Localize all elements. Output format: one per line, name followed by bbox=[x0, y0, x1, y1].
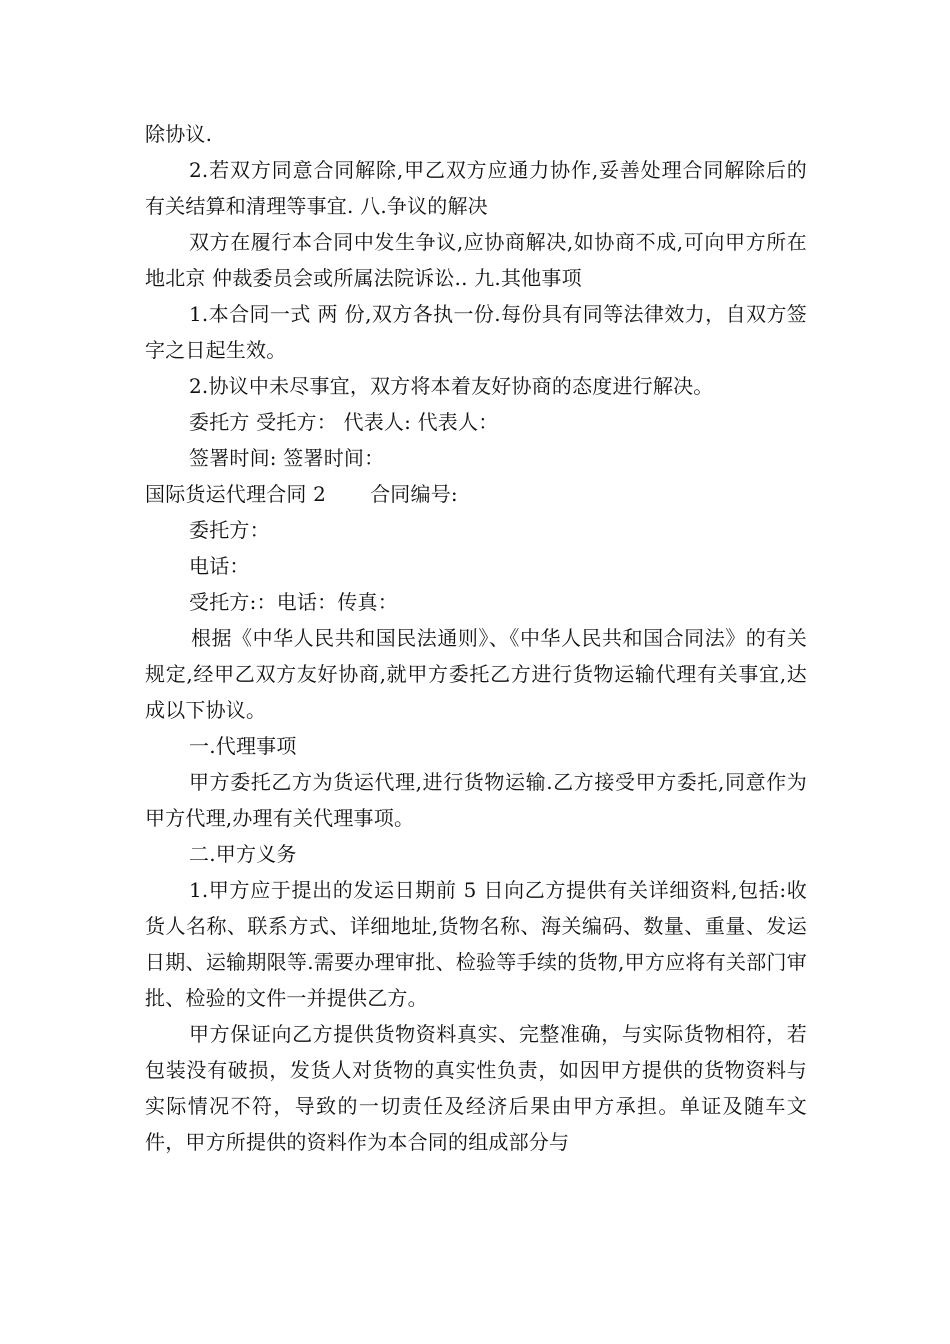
section-heading: 二.甲方义务 bbox=[189, 842, 297, 866]
section-heading: 一.代理事项 bbox=[189, 734, 297, 758]
paragraph: 1.本合同一式 两 份,双方各执一份.每份具有同等法律效力，自双方签字之日起生效。 bbox=[145, 302, 807, 362]
document-page bbox=[145, 116, 807, 1160]
paragraph: 2.协议中未尽事宜，双方将本着友好协商的态度进行解决。 bbox=[189, 374, 714, 398]
agent-field: 受托方:：电话：传真： bbox=[189, 590, 398, 614]
paragraph: 甲方委托乙方为货运代理,进行货物运输.乙方接受甲方委托,同意作为甲方代理,办理有关代理事项。 bbox=[145, 770, 807, 830]
contract-number-label: 合同编号: bbox=[370, 482, 458, 506]
contract-title-line bbox=[145, 476, 807, 512]
signature-parties-line: 委托方 受托方： 代表人: 代表人： bbox=[189, 410, 499, 434]
paragraph: 根据《中华人民共和国民法通则》、《中华人民共和国合同法》的有关规定,经甲乙双方友好协商,就甲方委托乙方进行货物运输代理有关事宜,达成以下协议。 bbox=[145, 626, 807, 722]
paragraph: 2.若双方同意合同解除,甲乙双方应通力协作,妥善处理合同解除后的有关结算和清理等事宜. 八.争议的解决 bbox=[145, 158, 807, 218]
client-field: 委托方： bbox=[189, 518, 270, 542]
paragraph: 双方在履行本合同中发生争议,应协商解决,如协商不成,可向甲方所在地北京 仲裁委员会或所属法院诉讼.. 九.其他事项 bbox=[145, 230, 807, 290]
signature-date-line: 签署时间: 签署时间： bbox=[189, 446, 385, 470]
paragraph: 甲方保证向乙方提供货物资料真实、完整准确，与实际货物相符，若包装没有破损，发货人对货物的真实性负责，如因甲方提供的货物资料与实际情况不符，导致的一切责任及经济后果由甲方承担。单证及随车文件，甲方所提供的资料作为本合同的组成部分与 bbox=[145, 1022, 807, 1154]
contract-title: 国际货运代理合同 2 bbox=[145, 482, 327, 506]
paragraph: 1.甲方应于提出的发运日期前 5 日向乙方提供有关详细资料,包括:收货人名称、联系方式、详细地址,货物名称、海关编码、数量、重量、发运日期、运输期限等.需要办理审批、检验等手续的货物,甲方应将有关部门审批、检验的文件一并提供乙方。 bbox=[145, 878, 807, 1010]
phone-field: 电话： bbox=[189, 554, 250, 578]
paragraph: 除协议. bbox=[145, 122, 213, 146]
